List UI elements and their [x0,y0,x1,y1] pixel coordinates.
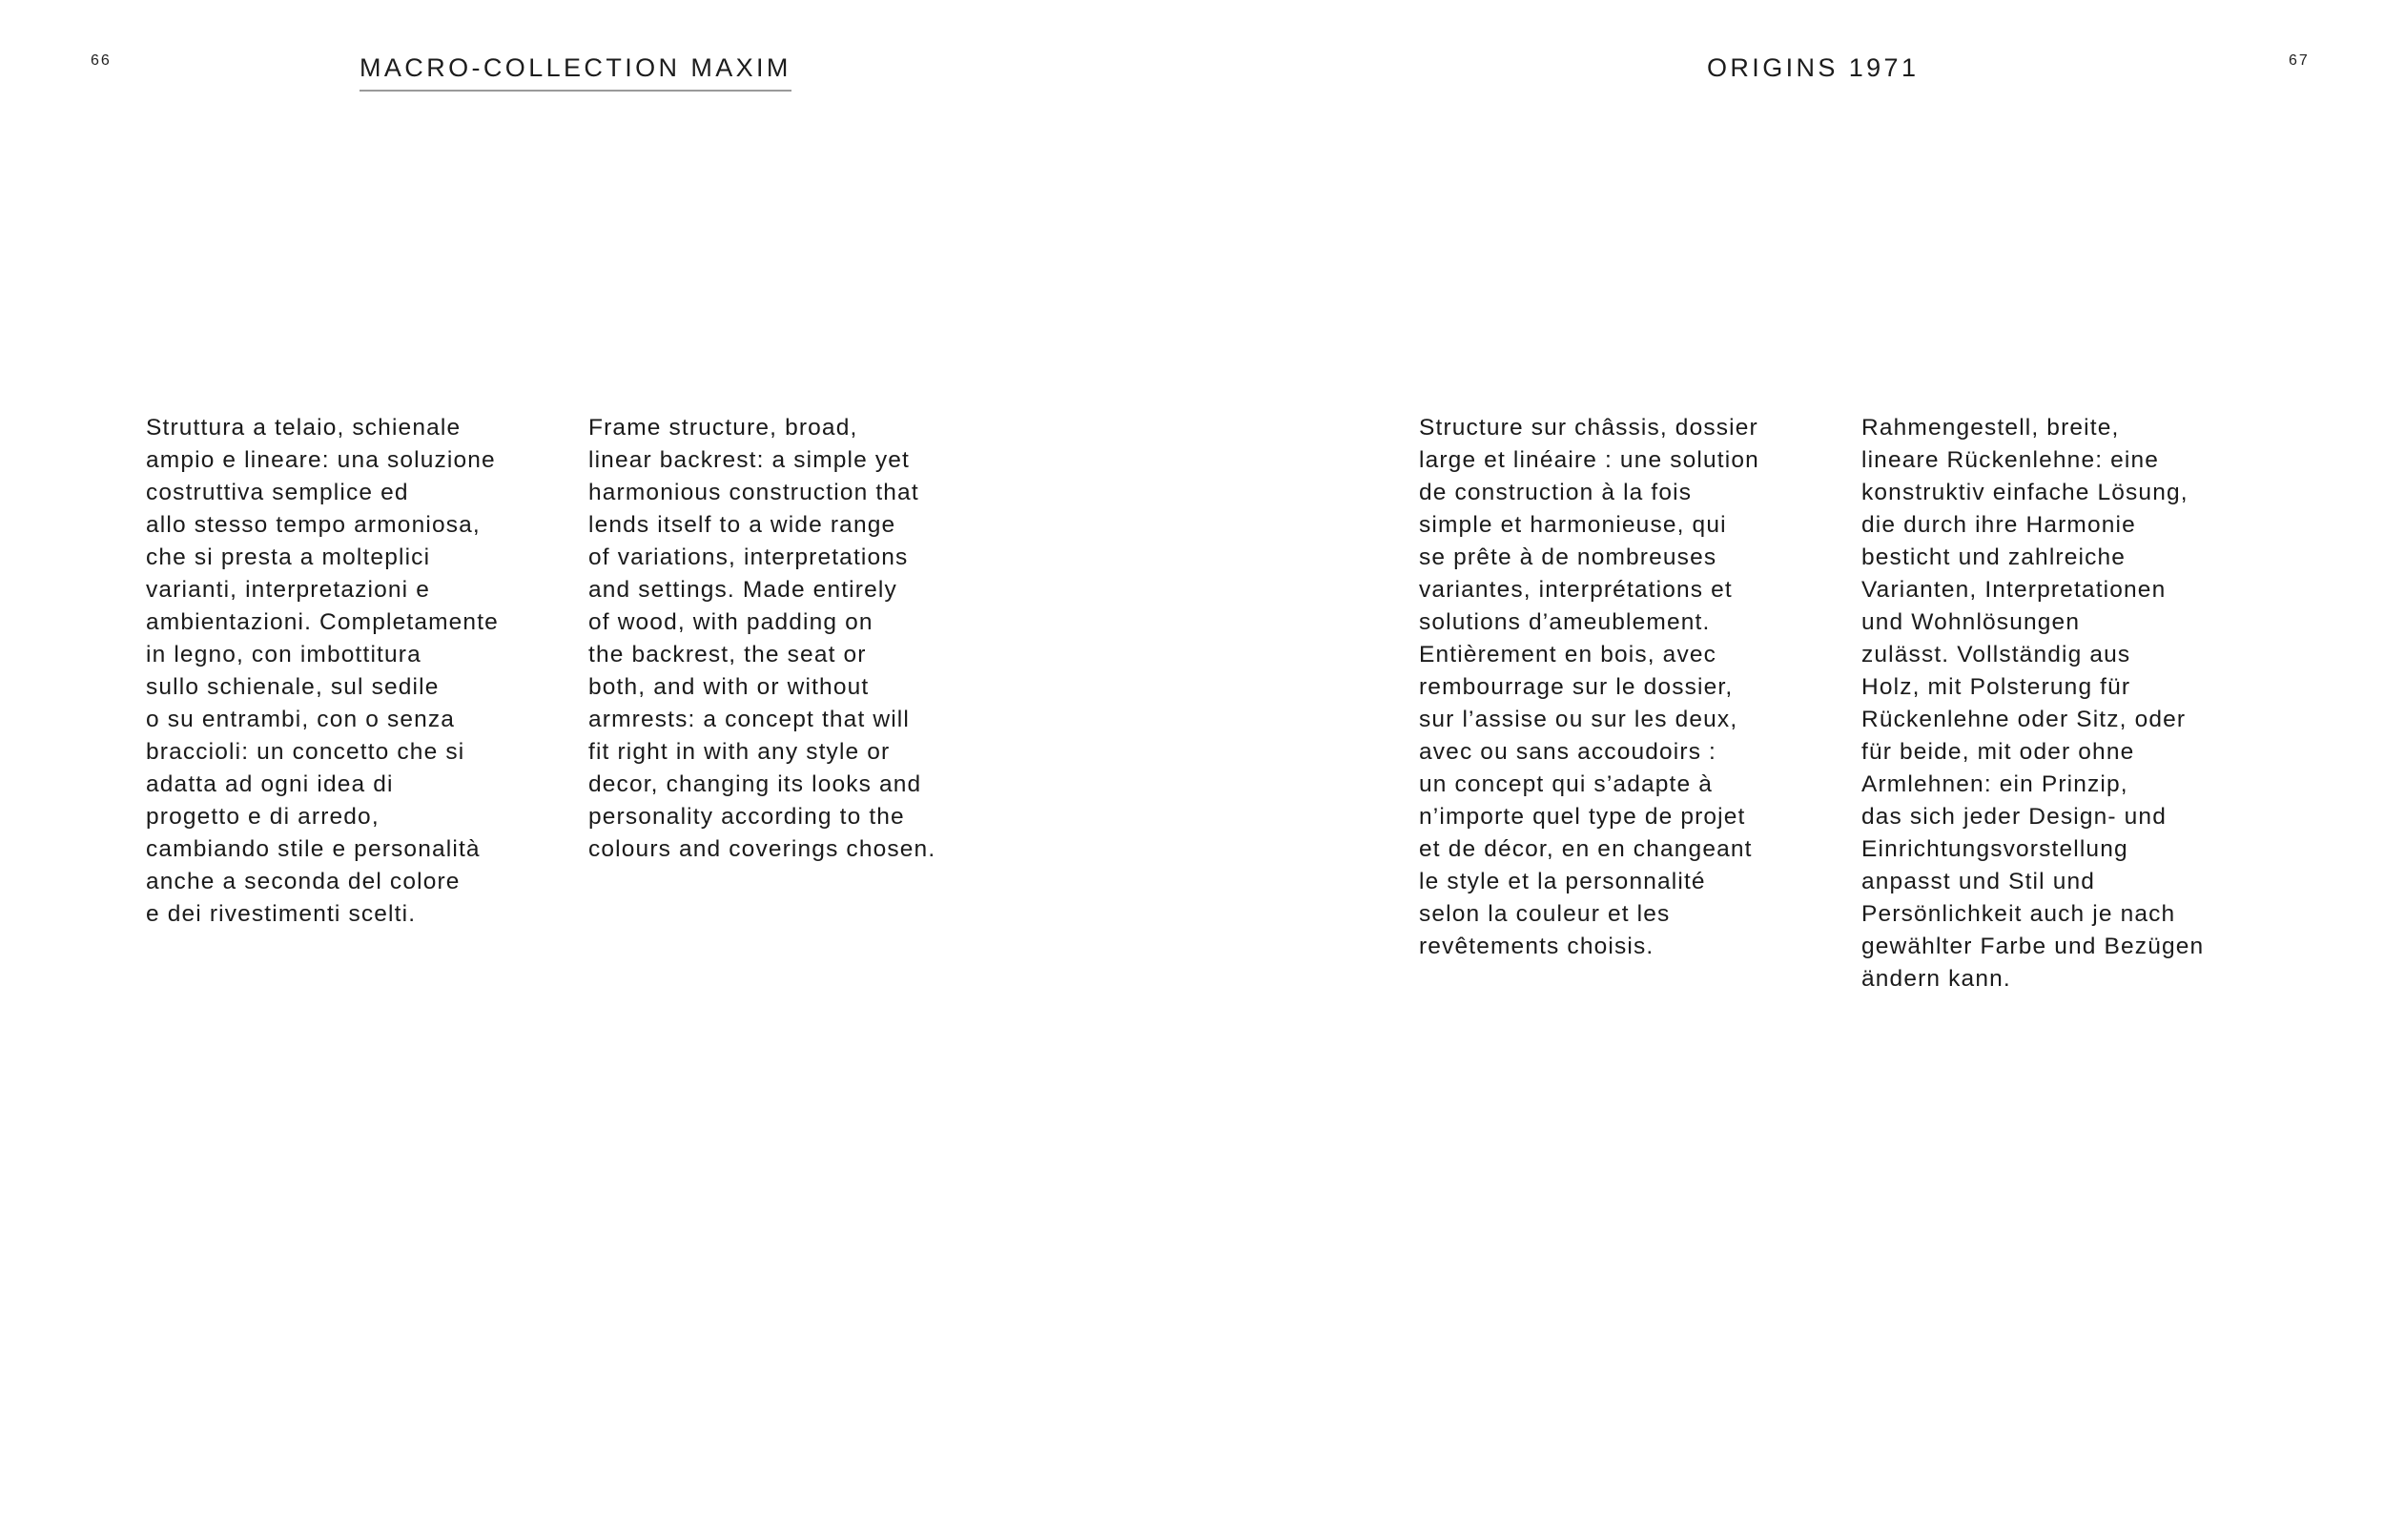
running-title-left: MACRO-COLLECTION MAXIM [360,53,791,92]
running-title-right: ORIGINS 1971 [1707,53,1920,82]
text-column-french: Structure sur châssis, dossier large et linéaire : une solution de construction à la fois simple et harmonieuse, qui se prête à de nombreuses variantes, interprétations et solutions d’ameublement. Entièrement en bois, avec rembourrage sur le dossier, sur l’assise ou sur les deux, avec ou sans accoudoirs : un concept qui s’adapte à n’importe quel type de projet et de décor, en en changeant le style et la personnalité selon la couleur et les revêtements choisis. [1419,415,1759,959]
text-column-italian: Struttura a telaio, schienale ampio e lineare: una soluzione costruttiva semplice ed allo stesso tempo armoniosa, che si presta a molteplici varianti, interpretazioni e ambientazioni. Completamente in legno, con imbottitura sullo schienale, sul sedile o su entrambi, con o senza braccioli: un concetto che si adatta ad ogni idea di progetto e di arredo, cambiando stile e personalità anche a seconda del colore e dei rivestimenti scelti. [146,415,499,927]
page-number-right: 67 [2289,52,2310,69]
text-column-german: Rahmengestell, breite, lineare Rückenlehne: eine konstruktiv einfache Lösung, die durch ihre Harmonie besticht und zahlreiche Varianten, Interpretationen und Wohnlösungen zulässt. Vollständig aus Holz, mit Polsterung für Rückenlehne oder Sitz, oder für beide, mit oder ohne Armlehnen: ein Prinzip, das sich jeder Design- und Einrichtungsvorstellung anpasst und Stil und Persönlichkeit auch je nach gewählter Farbe und Bezügen ändern kann. [1861,415,2205,992]
page-number-left: 66 [91,52,112,69]
text-column-english: Frame structure, broad, linear backrest: a simple yet harmonious construction that lends itself to a wide range of variations, interpretations and settings. Made entirely of wood, with padding on the backrest, the seat or both, and with or without armrests: a concept that will fit right in with any style or decor, changing its looks and personality according to the colours and coverings chosen. [588,415,936,862]
